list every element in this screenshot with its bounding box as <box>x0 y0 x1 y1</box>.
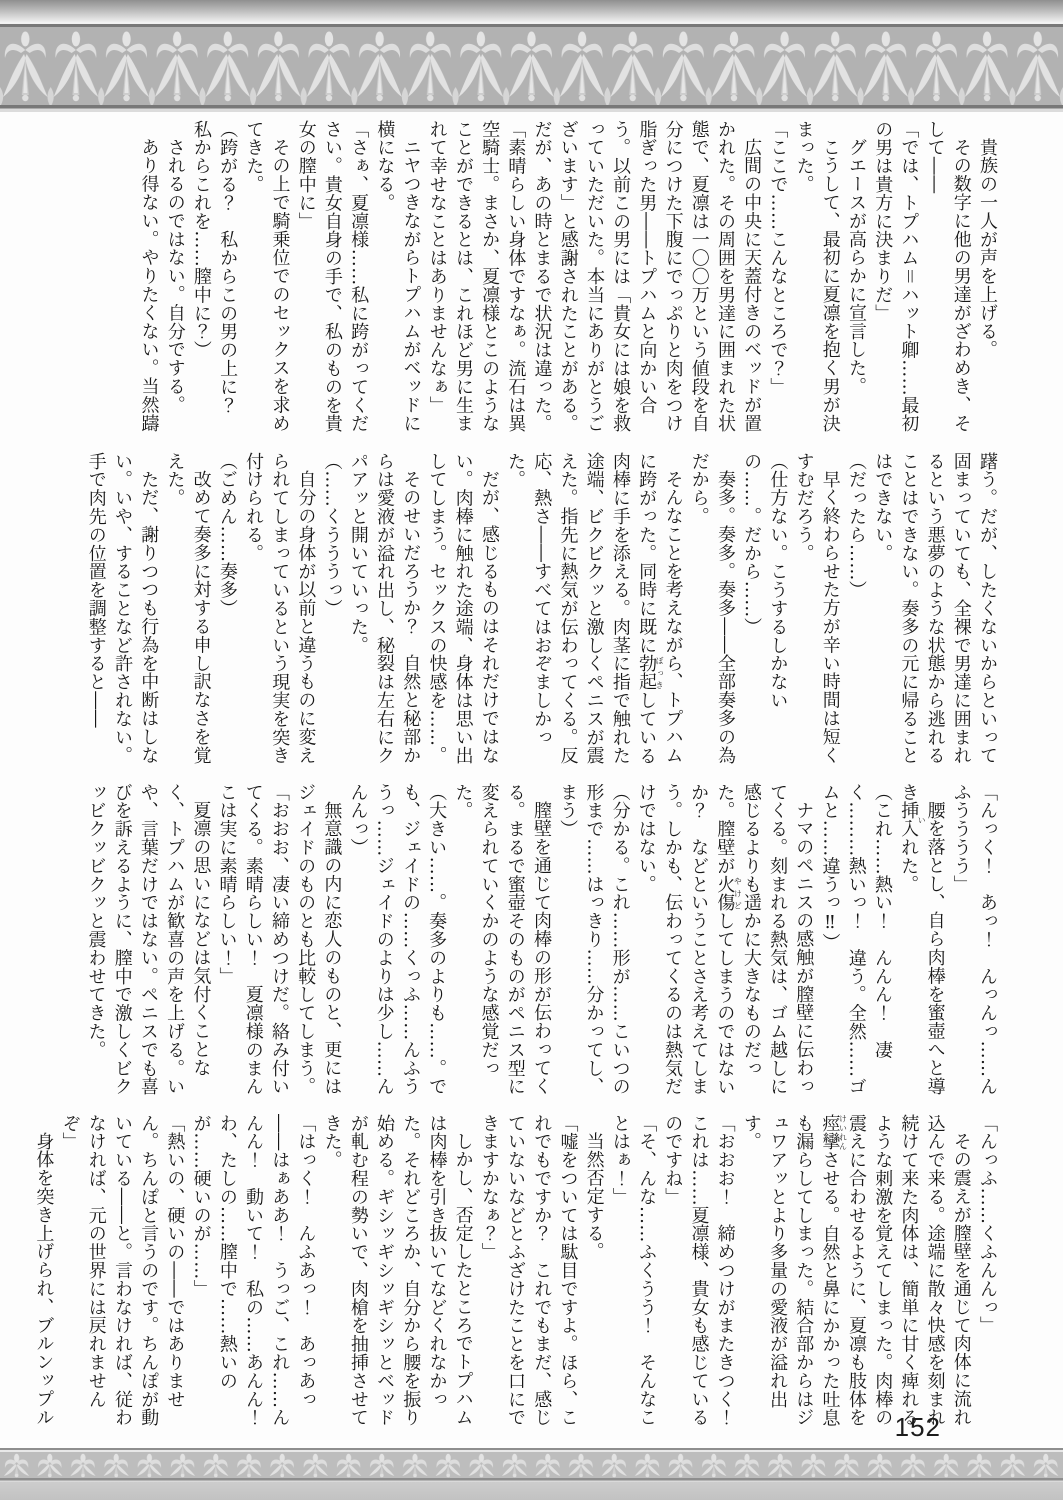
paragraph: 「では、トプハム＝ハット卿……最初の男は貴方に決まりだ」 <box>872 120 920 433</box>
paragraph: 貴族の一人が声を上げる。 <box>977 138 998 359</box>
paragraph: そんなことを考えながら、トプハムに跨がった。同時に既に勃起ぼっきしている肉棒に手を添える。肉茎に指で触れた途端、ビクビクッと激しくペニスが震えた。指先に熱気が伝わってくる。反応、熱さ――すべてはおぞましかった。 <box>505 452 684 765</box>
paragraph: ナマのペニスの感触が膣壁に伝わってくる。刻まれる熱気は、ゴム越しに感じるよりも遥かに大きなものだった。膣壁が火傷やけどしてしまうのではないか？ などということさえ考えてしまう。しかも、伝わってくるのは熱気だけではない。 <box>635 783 815 1096</box>
paragraph: （……くうううっ） <box>321 452 343 618</box>
bottom-edge-strip <box>0 1482 1063 1500</box>
paragraph: だが、感じるものはそれだけではない。肉棒に触れた途端、身体は思い出してしまう。セックスの快感を……。 <box>426 452 500 765</box>
paragraph: 「さぁ、夏凛様……私に跨がってください。貴女自身の手で、私のものを貴女の膣中に」 <box>295 120 370 433</box>
paragraph: 自分の身体が以前と違うものに変えられてしまっているという現実を突き付けられる。 <box>243 452 317 765</box>
paragraph: 広間の中央に天蓋付きのベッドが置かれた。その周囲を男達に囲まれた状態で、夏凛は一〇〇万という値段を自分につけた下腹にでっぷりと肉をつけ脂ぎった男――トプハムと向かい合う。以前この男には「貴女には娘を救っていただいた。本当にありがとうございます」と感謝されたことがある。だが、あの時とまるで状況は違った。 <box>531 120 763 433</box>
paragraph: （だったら……） <box>845 452 867 600</box>
paragraph: （分かる。これ……形が……こいつの形まで……はっきり……分かってし、まう） <box>557 783 631 1096</box>
paragraph: されるのではない。自分でする。 <box>164 138 186 414</box>
paragraph: 腰を落とし、自ら肉棒を蜜壺へと導き挿入いれた。 <box>898 783 946 1096</box>
paragraph: ただ、謝りつつも行為を中断はしない。いや、することなど許されない。手で肉先の位置を調整すると―― <box>85 452 160 765</box>
paragraph: （跨がる？ 私からこの男の上に？ 私からこれを……膣中に？） <box>190 120 239 433</box>
paragraph: ニヤつきながらトプハムがベッドに横になる。 <box>374 120 422 433</box>
paragraph: グエースが高らかに宣言した。 <box>845 138 867 396</box>
paragraph: （仕方ない。こうするしかないの……。だから……） <box>741 452 789 710</box>
paragraph: こうして、最初に夏凛を抱く男が決まった。 <box>793 120 841 433</box>
paragraph: 夏凛の思いになどは気付くことなく、トプハムが歓喜の声を上げる。いや、言葉だけではない。ペニスでも喜びを訴えるように、膣中で激しくビクッビクッビクッと震わせてきた。 <box>85 783 212 1096</box>
paragraph: しかし、否定したところでトプハムは肉棒を引き抜いてなどくれなかった。それどころか、自分から腰を振り始める。ギシッギシッギシッとベッドが軋む程の勢いで、肉槍を抽挿させてきた。 <box>321 1114 474 1427</box>
paragraph: 「ここで……こんなところで？」 <box>767 120 789 396</box>
paragraph: 「んっふ……くふんんっ」 <box>977 1114 998 1335</box>
bottom-ornament-border <box>0 1448 1063 1482</box>
paragraph: 「熱いの、硬いの――ではありません。ちんぽと言うのです。ちんぽが動いている――と。言わなければ、従わなければ、元の世界には戻れませんぞ」 <box>59 1114 186 1427</box>
paragraph: （大きい……。奏多のよりも……。でも、ジェイドの……くっふ……んふううっ……ジェイドのよりは少し……んんんっ） <box>347 783 448 1096</box>
paragraph: 身体を突き上げられ、ブルンップル <box>33 1132 55 1427</box>
paragraph: （ごめん……奏多） <box>216 452 238 618</box>
paragraph: 早く終わらせた方が辛い時間は短くすむだろう。 <box>793 452 841 765</box>
paragraph: 「はっく！ んふあっ！ あっあっ――はぁああ！ うっご、これ……んんん！ 動いて！ 私の……あんん！ わ、たしの……膣中で……熱いのが……硬いのが……」 <box>190 1114 317 1446</box>
paragraph: その震えが膣壁を通じて肉体に流れ込んで来る。途端に散々快感を刻まれ続けて来た肉体は、簡単に甘く痺れるような刺激を覚えてしまった。肉棒の震えに合わせるように、夏凛も肢体を痙攣けいれんさせる。自然と鼻にかかった吐息も漏らしてしまった。結合部からはジュワアッとより多量の愛液が溢れ出す。 <box>740 1114 972 1427</box>
paragraph: その上で騎乗位でのセックスを求めてきた。 <box>243 120 291 433</box>
text-band-3 <box>85 783 1000 1101</box>
paragraph: 「嘘をついては駄目ですよ。ほら、これでもですか？ これでもまだ、感じていないなどとふざけたことを口にできますかなぁ？」 <box>478 1114 579 1427</box>
text-band-2 <box>85 452 1000 770</box>
paragraph: 「おおお、凄い締めつけだ。絡み付いてくる。素晴らしい！ 夏凛様のまんこは実に素晴らしい！」 <box>216 783 290 1096</box>
text-band-1 <box>128 120 1000 438</box>
paragraph: 「おおお！ 締めつけがまたきつく！ これは……夏凛様、貴女も感じているのですね」 <box>662 1114 736 1446</box>
paragraph: 「そ、んな……ふくうう！ そんなことはぁ！」 <box>609 1114 658 1427</box>
paragraph: あり得ない。やりたくない。当然躊 <box>138 138 160 433</box>
paragraph: 「素晴らしい身体ですなぁ。流石は異空騎士。まさか、夏凛様とこのようなことができるとは、これほど男に生まれて幸せなことはありませんなぁ」 <box>426 120 527 433</box>
paragraph: 膣壁を通じて肉棒の形が伝わってくる。まるで蜜壺そのものがペニス型に変えられていくかのような感覚だった。 <box>452 783 552 1096</box>
paragraph: 躇う。だが、したくないからといって固まっていても、全裸で男達に囲まれるという悪夢のような状態から逃れることはできない。奏多の元に帰ることはできない。 <box>872 452 998 765</box>
paragraph: 「んっく！ あっ！ んっんっ……んふうううう」 <box>950 783 998 1096</box>
page-number: 152 <box>894 1412 941 1442</box>
paragraph: 改めて奏多に対する申し訳なさを覚えた。 <box>164 452 212 765</box>
paragraph: その数字に他の男達がざわめき、そして―― <box>924 120 972 433</box>
text-band-4 <box>33 1114 1000 1446</box>
paragraph: そのせいだろうか？ 自然と秘部からは愛液が溢れ出し、秘裂は左右にクパアッと開いていった。 <box>347 452 422 765</box>
top-ornament-border <box>0 22 1063 112</box>
paragraph: （これ……熱い！ んんん！ 凄く………熱いっ！ 違う。全然……ゴムと……違うっ‼） <box>819 783 893 1096</box>
paragraph: 奏多。奏多。奏多――全部奏多の為だから。 <box>688 452 736 765</box>
paragraph: 当然否定する。 <box>583 1132 605 1261</box>
top-edge-gradient <box>0 0 1063 22</box>
paragraph: 無意識の内に恋人のものと、更にはジェイドのものとも比較してしまう。 <box>295 783 343 1096</box>
